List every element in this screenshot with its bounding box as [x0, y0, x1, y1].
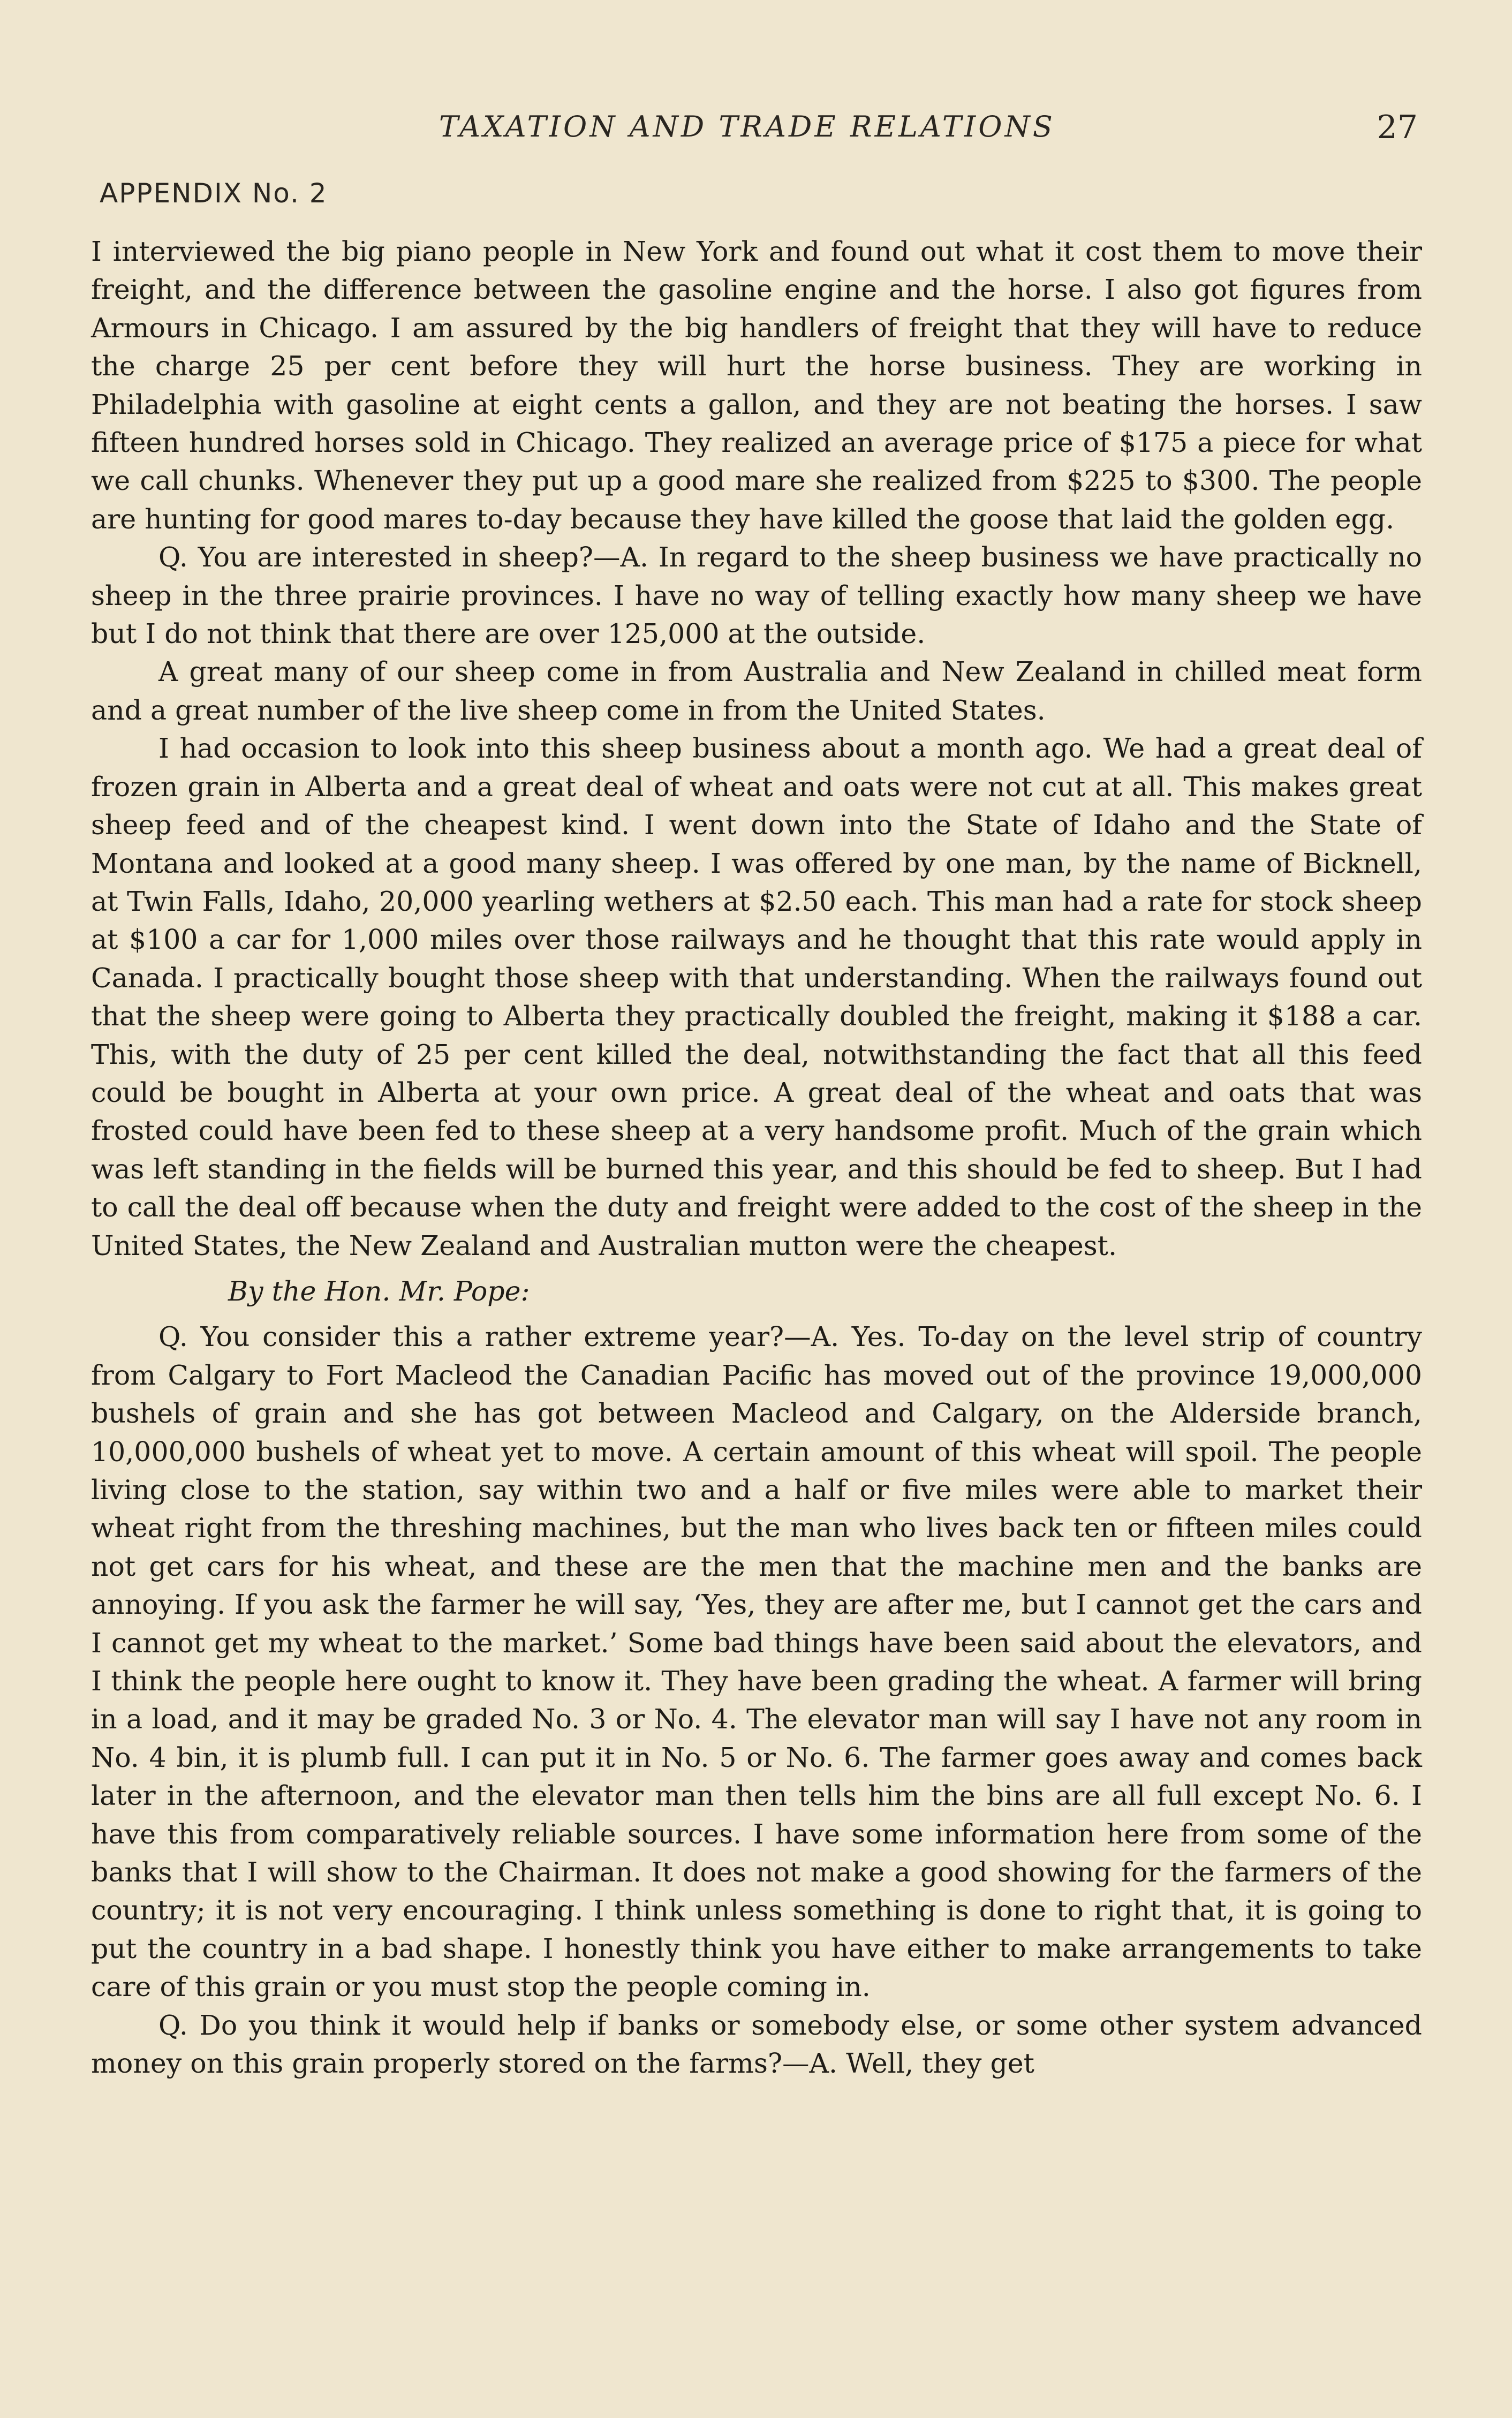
paragraph: I interviewed the big piano people in New York and found out what it cost them to move their freight, and the difference between the gasoline engine and the horse. I also got figures from Armours in Chicago. I am assured by the big handlers of freight that they will have to reduce the charge 25 per cent before they will hurt the horse business. They are working in Philadelphia with gasoline at eight cents a gallon, and they are not beating the horses. I saw fifteen hundred horses sold in Chicago. They realized an average price of $175 a piece for what we call chunks. Whenever they put up a good mare she realized from $225 to $300. The people are hunting for good mares to-day because they have killed the goose that laid the golden egg.	[91, 236, 1422, 535]
speaker-heading: By the Hon. Mr. Pope:	[228, 1275, 530, 1307]
paragraph: I had occasion to look into this sheep business about a month ago. We had a great deal of frozen grain in Alberta and a great deal of wheat and oats were not cut at all. This makes great sheep feed and of the cheapest kind. I went down into the State of Idaho and the State of Montana and looked at a good many sheep. I was offered by one man, by the name of Bicknell, at Twin Falls, Idaho, 20,000 yearling wethers at $2.50 each. This man had a rate for stock sheep at $100 a car for 1,000 miles over those railways and he thought that this rate would apply in Canada. I practically bought those sheep with that understanding. When the railways found out that the sheep were going to Alberta they practically doubled the freight, making it $188 a car. This, with the duty of 25 per cent killed the deal, notwithstanding the fact that all this feed could be bought in Alberta at your own price. A great deal of the wheat and oats that was frosted could have been fed to these sheep at a very handsome profit. Much of the grain which was left standing in the fields will be burned this year, and this should be fed to sheep. But I had to call the deal off because when the duty and freight were added to the cost of the sheep in the United States, the New Zealand and Australian mutton were the cheapest.	[91, 732, 1422, 1261]
appendix-label: APPENDIX No. 2	[100, 178, 328, 209]
body-text	[91, 232, 1422, 2083]
paragraph: Q. Do you think it would help if banks or somebody else, or some other system advanced money on this grain properly stored on the farms?—A. Well, they get	[91, 2009, 1422, 2080]
page-number: 27	[1377, 109, 1418, 146]
paragraph: Q. You consider this a rather extreme year?—A. Yes. To-day on the level strip of country from Calgary to Fort Macleod the Canadian Pacific has moved out of the province 19,000,000 bushels of grain and she has got between Macleod and Calgary, on the Alderside branch, 10,000,000 bushels of wheat yet to move. A certain amount of this wheat will spoil. The people living close to the station, say within two and a half or five miles were able to market their wheat right from the threshing machines, but the man who lives back ten or fifteen miles could not get cars for his wheat, and these are the men that the machine men and the banks are annoying. If you ask the farmer he will say, ‘Yes, they are after me, but I cannot get the cars and I cannot get my wheat to the market.’ Some bad things have been said about the elevators, and I think the people here ought to know it. They have been grading the wheat. A farmer will bring in a load, and it may be graded No. 3 or No. 4. The elevator man will say I have not any room in No. 4 bin, it is plumb full. I can put it in No. 5 or No. 6. The farmer goes away and comes back later in the afternoon, and the elevator man then tells him the bins are all full except No. 6. I have this from comparatively reliable sources. I have some information here from some of the banks that I will show to the Chairman. It does not make a good showing for the farmers of the country; it is not very encouraging. I think unless something is done to right that, it is going to put the country in a bad shape. I honestly think you have either to make arrangements to take care of this grain or you must stop the people coming in.	[91, 1321, 1422, 2003]
paragraph: Q. You are interested in sheep?—A. In regard to the sheep business we have practically no sheep in the three prairie provinces. I have no way of telling exactly how many sheep we have but I do not think that there are over 125,000 at the outside.	[91, 541, 1422, 650]
paragraph: A great many of our sheep come in from Australia and New Zealand in chilled meat form and a great number of the live sheep come in from the United States.	[91, 656, 1422, 726]
running-title: TAXATION AND TRADE RELATIONS	[439, 110, 1055, 143]
